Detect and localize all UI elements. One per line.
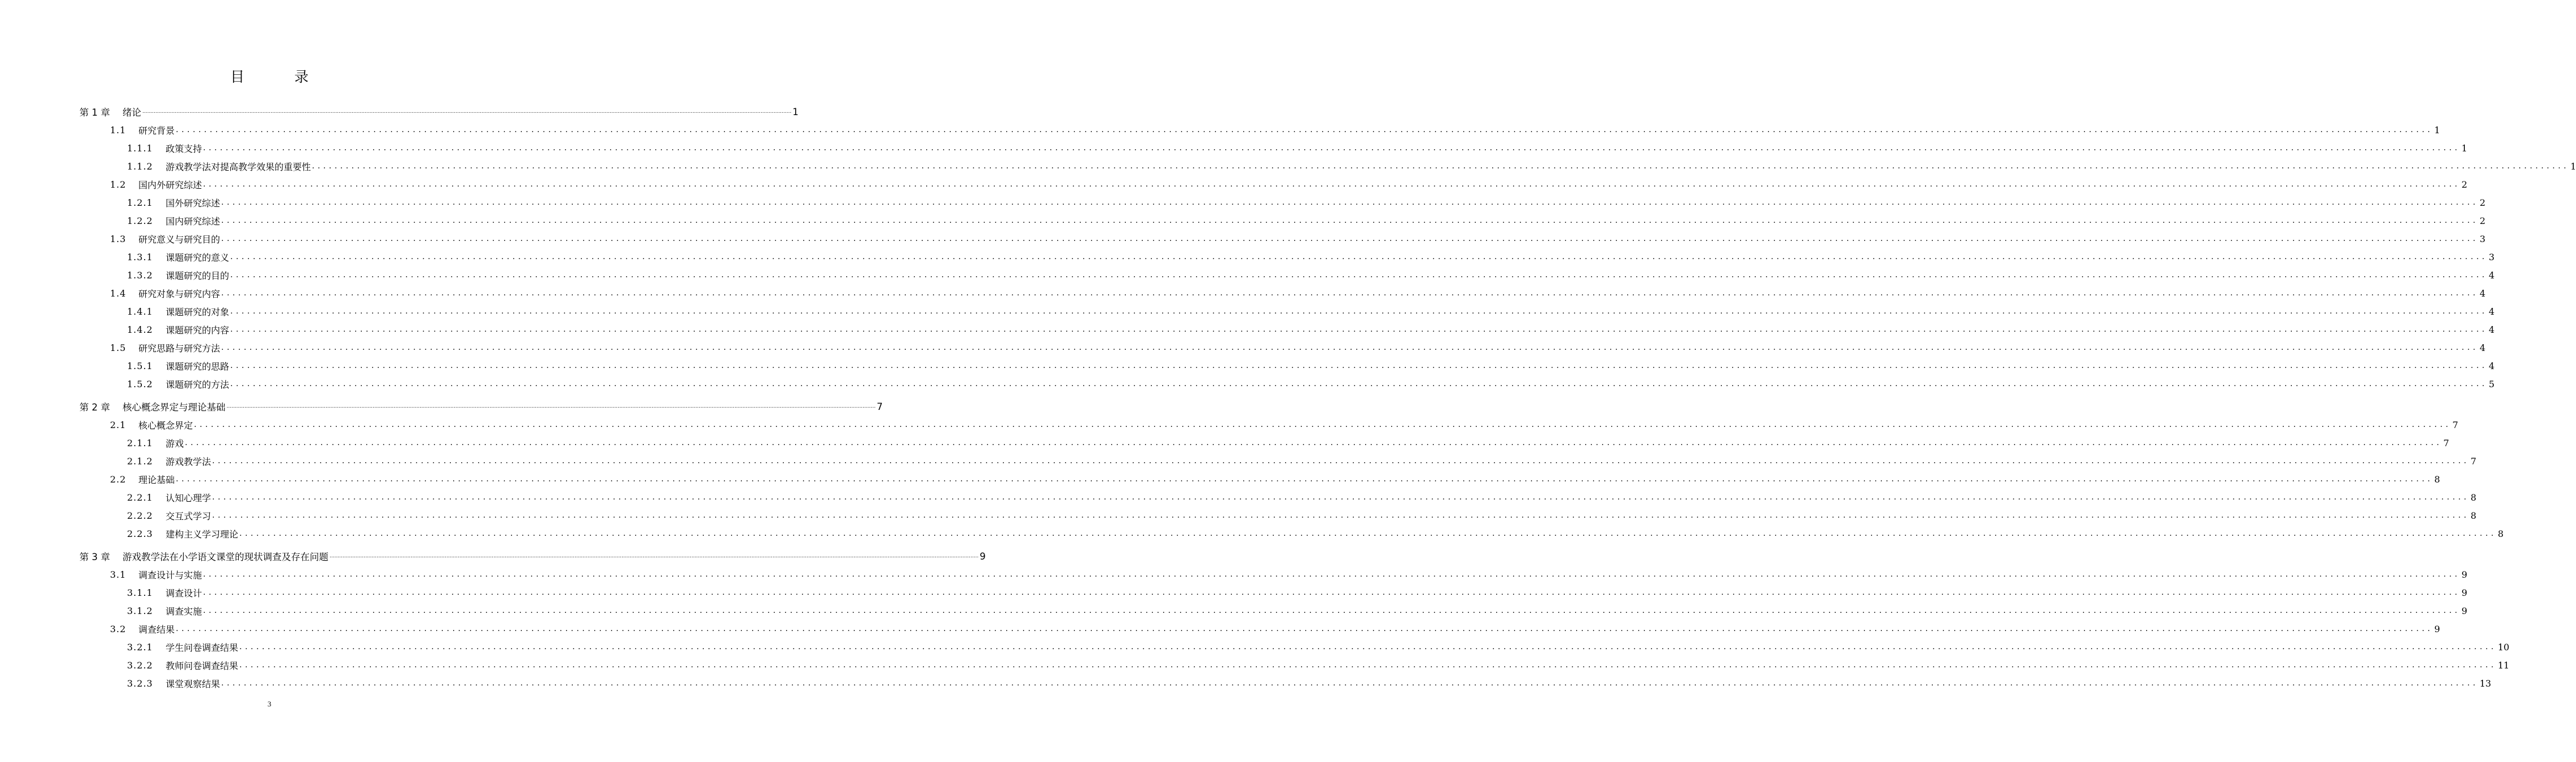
toc-entry-title: 绪论 (123, 107, 141, 118)
toc-entry-number: 第 3 章 (79, 552, 110, 562)
toc-leader-dots: ................................................................................................................................................................................................................................................................................................................................................................................................................ (203, 180, 2461, 189)
toc-leader-dots: ................................................................................................................................................................................................................................................................................................................................................................................................................ (239, 529, 2497, 538)
toc-entry-number: 1.1.2 (127, 160, 153, 172)
toc-entry-title: 调查实施 (166, 606, 202, 617)
toc-entry-title: 课题研究的方法 (166, 379, 230, 390)
toc-entry-number: 2.1.2 (127, 455, 153, 467)
toc-entry-level-3 (127, 656, 2510, 674)
toc-entry-level-2 (110, 470, 2440, 488)
toc-leader-dots: ................................................................................................................................................................................................................................................................................................................................................................................................................ (230, 361, 2488, 370)
toc-entry-level-3 (127, 139, 2468, 157)
toc-entry-number: 1.4.1 (127, 306, 153, 317)
toc-leader-dots: ................................................................................................................................................................................................................................................................................................................................................................................................................ (185, 438, 2443, 447)
toc-entry-page: 1 (2461, 142, 2468, 154)
toc-entry-title: 课题研究的意义 (166, 252, 230, 263)
toc-entry-title: 核心概念界定 (138, 420, 193, 431)
toc-entry-number: 2.2 (110, 473, 126, 485)
toc-entry-level-2 (110, 284, 2486, 302)
toc-entry-level-3 (127, 248, 2495, 266)
toc-entry-page: 9 (2461, 587, 2468, 598)
toc-entry-level-3 (127, 674, 2491, 692)
toc-leader-dots: ................................................................................................................................................................................................................................................................................................................................................................................................................ (221, 343, 2479, 352)
toc-entry-title: 课题研究的对象 (166, 306, 230, 318)
toc-entry-page: 4 (2480, 342, 2486, 353)
toc-entry-title: 国内外研究综述 (138, 179, 202, 190)
toc-leader-dots: ................................................................................................................................................................................................................................................................................................................................................................................................................ (221, 216, 2479, 225)
toc-entry-level-3 (127, 583, 2468, 602)
toc-entry-title: 研究思路与研究方法 (138, 342, 221, 354)
toc-entry-level-3 (127, 602, 2468, 620)
toc-entry-level-3 (127, 320, 2495, 338)
toc-entry-level-2 (110, 175, 2468, 193)
toc-entry-level-3 (127, 452, 2477, 470)
toc-entry-level-3 (127, 375, 2495, 393)
toc-entry-number: 3.1.2 (127, 605, 153, 616)
toc-entry-page: 8 (2498, 528, 2504, 539)
toc-entry-level-2 (110, 565, 2468, 583)
toc-entry-number: 2.1 (110, 419, 126, 430)
toc-entry-title: 研究意义与研究目的 (138, 234, 221, 245)
toc-entry-title: 游戏 (166, 438, 184, 449)
toc-entry-level-2 (110, 416, 2459, 434)
toc-entry-title: 课堂观察结果 (166, 678, 221, 689)
toc-entry-number: 3.2.3 (127, 678, 153, 689)
toc-title: 目 录 (230, 69, 331, 85)
toc-leader-dots: ................................................................................................................................................................................................................................................................................................................................................................................................................ (221, 679, 2479, 688)
toc-entry-level-1 (79, 103, 799, 121)
toc-entry-number: 1.5.1 (127, 360, 153, 371)
toc-entry-page: 8 (2471, 510, 2477, 521)
toc-leader-dots: ................................................................................................................................................................................................................................................................................................................................................................................................................ (230, 325, 2488, 334)
toc-entry-page: 9 (979, 551, 986, 562)
toc-leader-dots: ................................................................................................................................................................................................................................................................................................................................................................................................................ (212, 456, 2470, 465)
toc-entry-title: 游戏教学法在小学语文课堂的现状调查及存在问题 (123, 552, 328, 562)
toc-entry-number: 3.2.2 (127, 659, 153, 671)
toc-entry-number: 3.1.1 (127, 587, 153, 598)
toc-entry-level-3 (127, 266, 2495, 284)
toc-entry-level-3 (127, 157, 2576, 175)
toc-entry-page: 7 (2471, 455, 2477, 467)
toc-entry-title: 调查结果 (138, 624, 175, 635)
toc-entry-page: 8 (2471, 492, 2477, 503)
toc-entry-page: 4 (2480, 287, 2486, 299)
toc-entry-title: 国外研究综述 (166, 197, 221, 209)
toc-entry-level-3 (127, 211, 2486, 230)
toc-entry-number: 2.2.3 (127, 528, 153, 539)
toc-entry-number: 1.5.2 (127, 378, 153, 390)
toc-entry-number: 1.2.1 (127, 197, 153, 208)
toc-leader-dots: ................................................................................................................................................................................................................................................................................................................................................................................................................ (203, 143, 2461, 153)
toc-entry-number: 第 2 章 (79, 402, 110, 413)
toc-leader-dots: ................................................................................................................................................................................................................................................................................................................................................................................................................ (203, 588, 2461, 597)
toc-entry-page: 1 (2434, 124, 2440, 136)
toc-entry-number: 1.2 (110, 179, 126, 190)
toc-leader-dots: ................................................................................................................................................................................................................................................................................................................................................................................................................ (176, 125, 2434, 134)
toc-entry-page: 4 (2489, 324, 2495, 335)
toc-leader-dots: ................................................................................................................................................................................................................................................................................................................................................................................................................ (239, 642, 2497, 651)
toc-entry-level-3 (127, 488, 2477, 506)
toc-entry-number: 1.2.2 (127, 215, 153, 226)
toc-leader-dots: ................................................................................................................................................................................................................................................................................................................................................................................................................ (212, 493, 2470, 502)
toc-entry-title: 国内研究综述 (166, 215, 221, 227)
toc-entry-page: 3 (2480, 233, 2486, 244)
toc-entry-level-3 (127, 302, 2495, 320)
toc-entry-page: 9 (2461, 569, 2468, 580)
toc-entry-title: 建构主义学习理论 (166, 528, 239, 540)
toc-entry-level-2 (110, 121, 2440, 139)
toc-entry-title: 核心概念界定与理论基础 (123, 402, 226, 413)
toc-leader-dots: ................................................................................................................................................................................................................................................................................................................................................................................................................ (230, 270, 2488, 280)
toc-entry-level-2 (110, 620, 2440, 638)
toc-leader-dots: ................................................................................................................................................................................................................................................................................................................................................................................................................ (312, 162, 2570, 171)
toc-leader-dots: ................................................................................................................................................................................................................................................................................................................................................................................................................ (142, 109, 792, 115)
toc-leader-dots: ................................................................................................................................................................................................................................................................................................................................................................................................................ (212, 511, 2470, 520)
toc-entry-page: 1 (792, 106, 799, 117)
toc-entry-page: 7 (2443, 437, 2450, 448)
toc-entry-number: 1.5 (110, 342, 126, 353)
toc-entry-number: 1.3.1 (127, 251, 153, 263)
toc-entry-page: 2 (2480, 215, 2486, 226)
toc-entry-title: 课题研究的思路 (166, 361, 230, 372)
toc-entry-number: 1.4 (110, 287, 126, 299)
toc-entry-number: 第 1 章 (79, 107, 110, 118)
toc-entry-page: 11 (2498, 659, 2510, 671)
toc-entry-number: 1.1.1 (127, 142, 153, 154)
toc-entry-page: 4 (2489, 269, 2495, 281)
toc-leader-dots: ................................................................................................................................................................................................................................................................................................................................................................................................................ (176, 624, 2434, 633)
toc-entry-title: 理论基础 (138, 474, 175, 485)
toc-entry-level-2 (110, 338, 2486, 357)
toc-leader-dots: ................................................................................................................................................................................................................................................................................................................................................................................................................ (221, 234, 2479, 243)
toc-entry-level-3 (127, 357, 2495, 375)
toc-entry-number: 3.2 (110, 623, 126, 634)
toc-entry-number: 1.1 (110, 124, 126, 136)
toc-entry-page: 7 (876, 401, 883, 412)
toc-entry-number: 3.2.1 (127, 641, 153, 653)
toc-entry-page: 1 (2570, 160, 2576, 172)
toc-entry-level-3 (127, 193, 2486, 211)
toc-entry-page: 5 (2489, 378, 2495, 390)
toc-entry-number: 2.2.2 (127, 510, 153, 521)
toc-leader-dots: ................................................................................................................................................................................................................................................................................................................................................................................................................ (230, 252, 2488, 261)
toc-entry-page: 2 (2480, 197, 2486, 208)
toc-entry-level-2 (110, 230, 2486, 248)
toc-leader-dots: ................................................................................................................................................................................................................................................................................................................................................................................................................ (176, 475, 2434, 484)
toc-leader-dots: ................................................................................................................................................................................................................................................................................................................................................................................................................ (230, 379, 2488, 388)
toc-leader-dots: ................................................................................................................................................................................................................................................................................................................................................................................................................ (230, 307, 2488, 316)
toc-entry-page: 9 (2461, 605, 2468, 616)
toc-entry-number: 2.1.1 (127, 437, 153, 448)
toc-entry-page: 9 (2434, 623, 2440, 634)
toc-entry-level-3 (127, 524, 2504, 543)
toc-entry-level-1 (79, 397, 883, 416)
toc-entry-number: 3.1 (110, 569, 126, 580)
toc-entry-page: 4 (2489, 360, 2495, 371)
toc-leader-dots: ................................................................................................................................................................................................................................................................................................................................................................................................................ (221, 289, 2479, 298)
toc-entry-title: 课题研究的目的 (166, 270, 230, 281)
toc-entry-title: 研究背景 (138, 125, 175, 136)
toc-entry-title: 调查设计与实施 (138, 569, 202, 581)
toc-leader-dots: ................................................................................................................................................................................................................................................................................................................................................................................................................ (221, 198, 2479, 207)
toc-entry-title: 调查设计 (166, 587, 202, 599)
toc-entry-title: 课题研究的内容 (166, 324, 230, 336)
toc-leader-dots: ................................................................................................................................................................................................................................................................................................................................................................................................................ (239, 661, 2497, 670)
toc-entry-title: 游戏教学法 (166, 456, 212, 467)
toc-entry-level-3 (127, 434, 2450, 452)
toc-entry-title: 政策支持 (166, 143, 202, 154)
toc-entry-title: 认知心理学 (166, 492, 212, 503)
toc-entry-level-3 (127, 506, 2477, 524)
toc-entry-page: 7 (2452, 419, 2459, 430)
toc-entry-title: 教师问卷调查结果 (166, 660, 239, 671)
toc-entry-page: 13 (2480, 678, 2491, 689)
toc-entry-title: 游戏教学法对提高教学效果的重要性 (166, 161, 311, 172)
toc-entry-number: 1.4.2 (127, 324, 153, 335)
toc-entry-title: 学生问卷调查结果 (166, 642, 239, 653)
toc-leader-dots: ................................................................................................................................................................................................................................................................................................................................................................................................................ (226, 404, 876, 409)
toc-entry-title: 研究对象与研究内容 (138, 288, 221, 299)
toc-entry-number: 2.2.1 (127, 492, 153, 503)
toc-entry-title: 交互式学习 (166, 510, 212, 522)
toc-entry-page: 2 (2461, 179, 2468, 190)
toc-entry-level-3 (127, 638, 2510, 656)
toc-entry-number: 1.3 (110, 233, 126, 244)
page-number: 3 (267, 700, 272, 708)
toc-leader-dots: ................................................................................................................................................................................................................................................................................................................................................................................................................ (203, 570, 2461, 579)
toc-leader-dots: ................................................................................................................................................................................................................................................................................................................................................................................................................ (330, 553, 979, 559)
toc-entry-page: 4 (2489, 306, 2495, 317)
toc-leader-dots: ................................................................................................................................................................................................................................................................................................................................................................................................................ (194, 420, 2452, 429)
toc-entry-level-1 (79, 547, 986, 565)
toc-entry-page: 10 (2498, 641, 2510, 653)
toc-entry-number: 1.3.2 (127, 269, 153, 281)
toc-entry-page: 8 (2434, 473, 2440, 485)
toc-entry-page: 3 (2489, 251, 2495, 263)
toc-leader-dots: ................................................................................................................................................................................................................................................................................................................................................................................................................ (203, 606, 2461, 615)
